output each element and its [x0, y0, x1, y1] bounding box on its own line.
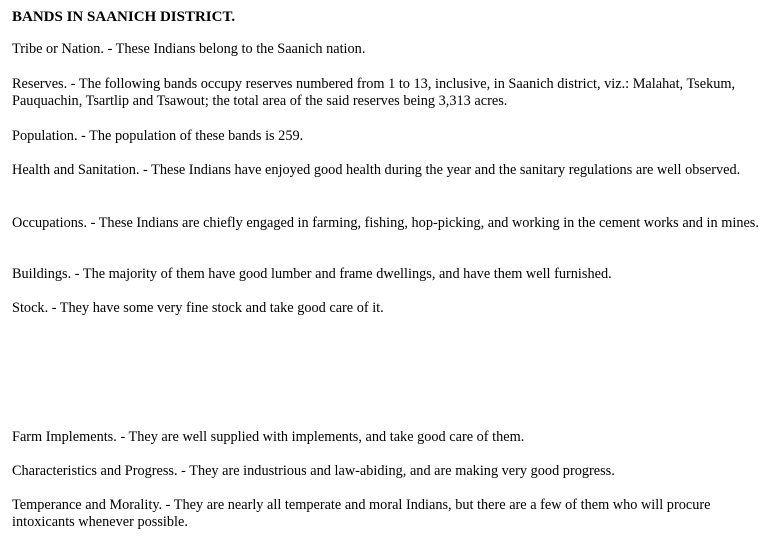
paragraph-temperance-and-morality: Temperance and Morality. - They are nearly all temperate and moral Indians, but there are a few of them who will procure intoxicants whenever possible. — [12, 497, 711, 530]
paragraph-stock: Stock. - They have some very fine stock and take good care of it. — [12, 300, 384, 316]
paragraph-farm-implements: Farm Implements. - They are well supplied with implements, and take good care of them. — [12, 429, 525, 445]
paragraph-occupations: Occupations. - These Indians are chiefly engaged in farming, fishing, hop-picking, and working in the cement works and in mines. — [12, 215, 759, 231]
paragraph-reserves: Reserves. - The following bands occupy reserves numbered from 1 to 13, inclusive, in Saanich district, viz.: Malahat, Tsekum, Pauquachin, Tsartlip and Tsawout; the total area of the said reserves being 3,313 acres. — [12, 76, 736, 109]
paragraph-population: Population. - The population of these bands is 259. — [12, 128, 304, 144]
paragraph-buildings: Buildings. - The majority of them have good lumber and frame dwellings, and have them well furnished. — [12, 266, 612, 282]
paragraph-health-and-sanitation: Health and Sanitation. - These Indians have enjoyed good health during the year and the sanitary regulations are well observed. — [12, 162, 741, 178]
paragraph-tribe-or-nation: Tribe or Nation. - These Indians belong to the Saanich nation. — [12, 41, 366, 57]
page-title: BANDS IN SAANICH DISTRICT. — [12, 9, 236, 25]
paragraph-characteristics-and-progress: Characteristics and Progress. - They are industrious and law-abiding, and are making very good progress. — [12, 463, 615, 479]
